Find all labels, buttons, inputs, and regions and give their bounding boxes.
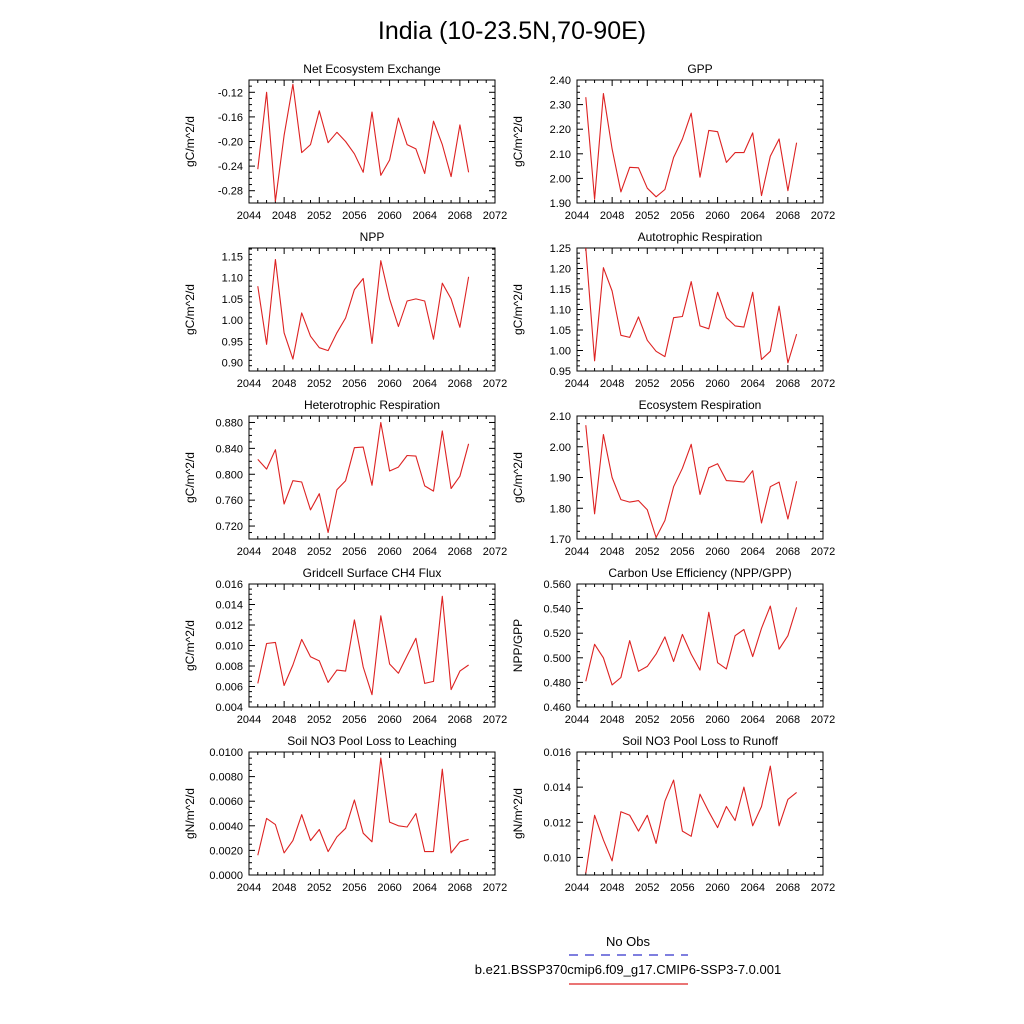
panel-6-ytick-label: 0.004 bbox=[215, 702, 243, 714]
panel-2-xtick-label: 2056 bbox=[342, 378, 367, 390]
panel-7 bbox=[511, 566, 835, 726]
panel-2-frame bbox=[249, 248, 495, 371]
panel-7-ytick-label: 0.460 bbox=[543, 702, 571, 714]
legend-label-no-obs: No Obs bbox=[605, 934, 651, 949]
panel-9-xtick-label: 2068 bbox=[775, 882, 801, 894]
panel-6-ytick-label: 0.012 bbox=[215, 620, 243, 632]
panel-7-xtick-label: 2044 bbox=[564, 714, 590, 726]
panel-1-ytick-label: 2.00 bbox=[549, 173, 571, 186]
panel-8-xtick-label: 2044 bbox=[236, 882, 262, 894]
panel-8-ytick-label: 0.0060 bbox=[209, 796, 243, 809]
panel-5-xtick-label: 2048 bbox=[599, 546, 625, 558]
panel-5-title: Ecosystem Respiration bbox=[638, 398, 762, 412]
panel-5-xtick-label: 2060 bbox=[705, 546, 730, 558]
panel-0-xtick-label: 2068 bbox=[447, 210, 473, 222]
panel-6 bbox=[183, 566, 507, 726]
panel-5-ytick-label: 1.90 bbox=[549, 472, 571, 485]
panel-1-xtick-label: 2044 bbox=[564, 210, 590, 222]
panel-2-xtick-label: 2072 bbox=[482, 378, 508, 390]
panel-3-xtick-label: 2044 bbox=[564, 378, 590, 390]
panel-8 bbox=[183, 734, 507, 894]
panel-8-title: Soil NO3 Pool Loss to Leaching bbox=[287, 734, 457, 748]
panel-3-ytick-label: 1.15 bbox=[549, 284, 571, 296]
panel-4-title: Heterotrophic Respiration bbox=[303, 398, 441, 412]
panel-2-ytick-label: 1.10 bbox=[221, 272, 243, 285]
panel-1-ytick-label: 2.10 bbox=[549, 148, 571, 161]
panel-7-ylabel: NPP/GPP bbox=[511, 618, 525, 673]
panel-8-xtick-label: 2068 bbox=[447, 882, 473, 894]
panel-4-xtick-label: 2044 bbox=[236, 546, 262, 558]
panel-7-xtick-label: 2072 bbox=[810, 714, 836, 726]
panel-6-xtick-label: 2056 bbox=[342, 714, 367, 726]
panel-1-xtick-label: 2064 bbox=[740, 210, 765, 222]
panel-9-xtick-label: 2048 bbox=[599, 882, 625, 894]
panel-1-xtick-label: 2068 bbox=[775, 210, 801, 222]
panel-7-title: Carbon Use Efficiency (NPP/GPP) bbox=[608, 566, 792, 580]
panel-4-ytick-label: 0.840 bbox=[215, 443, 243, 456]
panel-8-xtick-label: 2064 bbox=[412, 882, 437, 894]
panel-6-frame bbox=[249, 584, 495, 707]
panel-9-frame bbox=[577, 752, 823, 875]
panel-7-ytick-label: 0.560 bbox=[543, 579, 571, 591]
panel-3-xtick-label: 2068 bbox=[775, 378, 801, 390]
panel-1-xtick-label: 2048 bbox=[599, 210, 625, 222]
panel-4-ylabel: gC/m^2/d bbox=[183, 452, 197, 503]
panel-1-title: GPP bbox=[687, 62, 713, 76]
panel-8-xtick-label: 2060 bbox=[377, 882, 402, 894]
panel-7-ytick-label: 0.500 bbox=[543, 652, 571, 665]
panel-9-xtick-label: 2052 bbox=[635, 882, 660, 894]
panel-6-ytick-label: 0.008 bbox=[215, 661, 243, 673]
panel-7-ytick-label: 0.540 bbox=[543, 603, 571, 616]
panel-5-xtick-label: 2064 bbox=[740, 546, 765, 558]
panel-8-ytick-label: 0.0000 bbox=[209, 870, 243, 882]
panel-5-frame bbox=[577, 416, 823, 539]
panel-7-xtick-label: 2052 bbox=[635, 714, 660, 726]
panel-1-ytick-label: 2.30 bbox=[549, 99, 571, 112]
panel-0-xtick-label: 2064 bbox=[412, 210, 437, 222]
panel-3-ytick-label: 1.00 bbox=[549, 345, 571, 358]
panel-3-xtick-label: 2048 bbox=[599, 378, 625, 390]
panel-4 bbox=[183, 398, 507, 558]
panel-3-series-line bbox=[586, 248, 797, 363]
panel-6-xtick-label: 2048 bbox=[271, 714, 297, 726]
panel-0-xtick-label: 2056 bbox=[342, 210, 367, 222]
panel-6-ytick-label: 0.006 bbox=[215, 681, 243, 694]
panel-4-xtick-label: 2064 bbox=[412, 546, 437, 558]
panel-0-title: Net Ecosystem Exchange bbox=[303, 62, 441, 76]
panel-6-xtick-label: 2072 bbox=[482, 714, 508, 726]
panel-5-xtick-label: 2044 bbox=[564, 546, 590, 558]
panel-0-xtick-label: 2044 bbox=[236, 210, 262, 222]
panel-7-ytick-label: 0.520 bbox=[543, 628, 571, 641]
panel-1-series-line bbox=[586, 94, 797, 200]
panel-6-ytick-label: 0.010 bbox=[215, 640, 243, 653]
panel-0-frame bbox=[249, 80, 495, 203]
panel-8-frame bbox=[249, 752, 495, 875]
panel-1-ytick-label: 2.20 bbox=[549, 124, 571, 137]
panel-1-xtick-label: 2052 bbox=[635, 210, 660, 222]
panel-6-ytick-label: 0.016 bbox=[215, 579, 243, 591]
panel-4-xtick-label: 2052 bbox=[307, 546, 332, 558]
panel-0-xtick-label: 2060 bbox=[377, 210, 402, 222]
panel-8-xtick-label: 2052 bbox=[307, 882, 332, 894]
panel-2-xtick-label: 2044 bbox=[236, 378, 262, 390]
panel-9-xtick-label: 2044 bbox=[564, 882, 590, 894]
panel-2 bbox=[183, 230, 507, 390]
panel-9-ytick-label: 0.016 bbox=[543, 747, 571, 759]
panel-6-series-line bbox=[258, 596, 469, 694]
panel-3-ytick-label: 0.95 bbox=[549, 366, 571, 378]
panel-2-xtick-label: 2068 bbox=[447, 378, 473, 390]
panel-9-xtick-label: 2060 bbox=[705, 882, 730, 894]
panel-3-xtick-label: 2060 bbox=[705, 378, 730, 390]
panel-6-xtick-label: 2044 bbox=[236, 714, 262, 726]
legend bbox=[475, 934, 781, 984]
panel-7-xtick-label: 2060 bbox=[705, 714, 730, 726]
panel-5-series-line bbox=[586, 425, 797, 537]
panel-0-ylabel: gC/m^2/d bbox=[183, 116, 197, 167]
panel-4-xtick-label: 2048 bbox=[271, 546, 297, 558]
panel-0-xtick-label: 2052 bbox=[307, 210, 332, 222]
panel-3-ytick-label: 1.25 bbox=[549, 243, 571, 255]
panel-1-ytick-label: 2.40 bbox=[549, 75, 571, 87]
panel-6-ylabel: gC/m^2/d bbox=[183, 620, 197, 671]
panel-0 bbox=[183, 62, 507, 222]
panel-1-xtick-label: 2072 bbox=[810, 210, 836, 222]
panel-8-ytick-label: 0.0020 bbox=[209, 845, 243, 858]
panel-1-ytick-label: 1.90 bbox=[549, 198, 571, 210]
panel-2-xtick-label: 2064 bbox=[412, 378, 437, 390]
panel-9 bbox=[511, 734, 835, 894]
panel-5-xtick-label: 2052 bbox=[635, 546, 660, 558]
panel-5-ytick-label: 2.10 bbox=[549, 411, 571, 423]
panel-2-xtick-label: 2060 bbox=[377, 378, 402, 390]
panel-7-frame bbox=[577, 584, 823, 707]
panel-7-series-line bbox=[586, 606, 797, 685]
panel-1-ylabel: gC/m^2/d bbox=[511, 116, 525, 167]
panel-2-title: NPP bbox=[359, 230, 385, 244]
panel-4-series-line bbox=[258, 423, 469, 533]
panel-4-ytick-label: 0.800 bbox=[215, 469, 243, 482]
panel-grid bbox=[183, 62, 835, 894]
panel-7-ytick-label: 0.480 bbox=[543, 677, 571, 690]
panel-9-xtick-label: 2072 bbox=[810, 882, 836, 894]
panel-8-xtick-label: 2048 bbox=[271, 882, 297, 894]
panel-3-ytick-label: 1.05 bbox=[549, 325, 571, 337]
panel-4-ytick-label: 0.760 bbox=[215, 495, 243, 508]
panel-9-ytick-label: 0.014 bbox=[543, 782, 571, 795]
panel-2-ytick-label: 0.90 bbox=[221, 357, 243, 370]
panel-2-ylabel: gC/m^2/d bbox=[183, 284, 197, 335]
panel-7-xtick-label: 2048 bbox=[599, 714, 625, 726]
panel-6-xtick-label: 2064 bbox=[412, 714, 437, 726]
panel-0-xtick-label: 2048 bbox=[271, 210, 297, 222]
panel-0-ytick-label: -0.24 bbox=[217, 161, 243, 174]
legend-label-model-run: b.e21.BSSP370cmip6.f09_g17.CMIP6-SSP3-7.0.001 bbox=[474, 962, 782, 977]
panel-3 bbox=[511, 230, 835, 390]
panel-3-ylabel: gC/m^2/d bbox=[511, 284, 525, 335]
panel-1 bbox=[511, 62, 835, 222]
panel-0-ytick-label: -0.12 bbox=[217, 87, 243, 100]
panel-5-ylabel: gC/m^2/d bbox=[511, 452, 525, 503]
panel-0-ytick-label: -0.28 bbox=[217, 185, 243, 198]
panel-1-xtick-label: 2060 bbox=[705, 210, 730, 222]
panel-6-xtick-label: 2052 bbox=[307, 714, 332, 726]
panel-3-xtick-label: 2056 bbox=[670, 378, 695, 390]
panel-8-ylabel: gN/m^2/d bbox=[183, 788, 197, 839]
panel-4-xtick-label: 2060 bbox=[377, 546, 402, 558]
panel-9-ytick-label: 0.010 bbox=[543, 852, 571, 865]
panel-2-series-line bbox=[258, 260, 469, 360]
panel-3-xtick-label: 2064 bbox=[740, 378, 765, 390]
panel-3-xtick-label: 2072 bbox=[810, 378, 836, 390]
panel-3-ytick-label: 1.20 bbox=[549, 263, 571, 276]
panel-0-ytick-label: -0.16 bbox=[217, 111, 243, 124]
panel-2-ytick-label: 0.95 bbox=[221, 336, 243, 349]
panel-5-ytick-label: 1.70 bbox=[549, 534, 571, 546]
panel-1-frame bbox=[577, 80, 823, 203]
panel-7-xtick-label: 2064 bbox=[740, 714, 765, 726]
panel-2-xtick-label: 2048 bbox=[271, 378, 297, 390]
panel-9-title: Soil NO3 Pool Loss to Runoff bbox=[622, 734, 778, 748]
panel-1-xtick-label: 2056 bbox=[670, 210, 695, 222]
panel-5 bbox=[511, 398, 835, 558]
panel-8-xtick-label: 2072 bbox=[482, 882, 508, 894]
panel-4-frame bbox=[249, 416, 495, 539]
panel-3-ytick-label: 1.10 bbox=[549, 304, 571, 317]
panel-9-xtick-label: 2056 bbox=[670, 882, 695, 894]
panel-9-series-line bbox=[586, 766, 797, 873]
panel-2-xtick-label: 2052 bbox=[307, 378, 332, 390]
panel-9-xtick-label: 2064 bbox=[740, 882, 765, 894]
panel-2-ytick-label: 1.15 bbox=[221, 251, 243, 264]
panel-8-ytick-label: 0.0040 bbox=[209, 820, 243, 833]
panel-5-xtick-label: 2072 bbox=[810, 546, 836, 558]
panel-5-xtick-label: 2056 bbox=[670, 546, 695, 558]
panel-6-xtick-label: 2068 bbox=[447, 714, 473, 726]
panel-4-xtick-label: 2068 bbox=[447, 546, 473, 558]
panel-8-xtick-label: 2056 bbox=[342, 882, 367, 894]
panel-6-xtick-label: 2060 bbox=[377, 714, 402, 726]
panel-7-xtick-label: 2056 bbox=[670, 714, 695, 726]
figure-title: India (10-23.5N,70-90E) bbox=[377, 17, 647, 45]
panel-3-xtick-label: 2052 bbox=[635, 378, 660, 390]
panel-2-ytick-label: 1.05 bbox=[221, 293, 243, 306]
panel-4-xtick-label: 2072 bbox=[482, 546, 508, 558]
panel-4-xtick-label: 2056 bbox=[342, 546, 367, 558]
panel-2-ytick-label: 1.00 bbox=[221, 315, 243, 328]
panel-5-xtick-label: 2068 bbox=[775, 546, 801, 558]
panel-4-ytick-label: 0.720 bbox=[215, 521, 243, 534]
panel-0-series-line bbox=[258, 84, 469, 201]
panel-6-title: Gridcell Surface CH4 Flux bbox=[302, 566, 442, 580]
panel-8-ytick-label: 0.0100 bbox=[209, 747, 243, 759]
panel-9-ytick-label: 0.012 bbox=[543, 817, 571, 830]
panel-0-ytick-label: -0.20 bbox=[217, 136, 243, 149]
panel-3-title: Autotrophic Respiration bbox=[637, 230, 763, 244]
panel-9-ylabel: gN/m^2/d bbox=[511, 788, 525, 839]
panel-6-ytick-label: 0.014 bbox=[215, 599, 243, 612]
panel-7-xtick-label: 2068 bbox=[775, 714, 801, 726]
panel-8-series-line bbox=[258, 758, 469, 855]
panel-5-ytick-label: 2.00 bbox=[549, 441, 571, 454]
panel-5-ytick-label: 1.80 bbox=[549, 503, 571, 516]
panel-8-ytick-label: 0.0080 bbox=[209, 771, 243, 784]
panel-4-ytick-label: 0.880 bbox=[215, 417, 243, 430]
panel-0-xtick-label: 2072 bbox=[482, 210, 508, 222]
